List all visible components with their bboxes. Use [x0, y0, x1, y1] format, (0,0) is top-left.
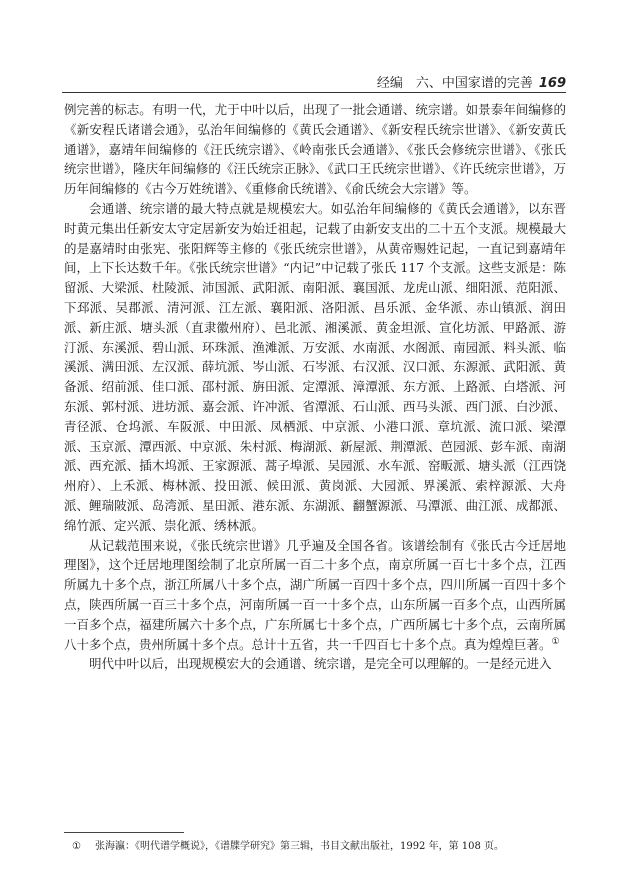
page-number: 169 — [538, 76, 566, 91]
footnote-rule — [64, 832, 184, 833]
body-text — [64, 100, 566, 674]
paragraph-4: 明代中叶以后，出现规模宏大的会通谱、统宗谱，是完全可以理解的。一是经元进入 — [89, 656, 552, 672]
paragraph-3 — [64, 536, 566, 655]
footnote-mark: ① — [72, 841, 81, 852]
running-header — [377, 72, 566, 91]
footnote-reference[interactable]: ① — [551, 636, 560, 647]
paragraph-1: 例完善的标志。有明一代，尤于中叶以后，出现了一批会通谱、统宗谱。如景泰年间编修的《新安程氏诸谱会通》，弘治年间编修的《黄氏会通谱》、《新安程氏统宗世谱》、《新安黄氏通谱》，嘉靖年间编修的《汪氏统宗谱》、《岭南张氏会通谱》、《张氏会修统宗世谱》、《张氏统宗世谱》，隆庆年间编修的《汪氏统宗正脉》、《武口王氏统宗世谱》、《许氏统宗世谱》，万历年间编修的《古今万姓统谱》、《重修俞氏统谱》、《俞氏统会大宗谱》等。 — [64, 102, 566, 197]
header-section-title: 经编 六、中国家谱的完善 — [376, 76, 533, 91]
paragraph-3-text: 从记载范围来说，《张氏统宗世谱》几乎遍及全国各省。该谱绘制有《张氏古今迁居地理图》，这个迁居地理图绘制了北京所属一百二十多个点，南京所属一百七十多个点，江西所属九十多个点，浙江所属八十多个点，湖广所属一百四十多个点，四川所属一百四十多个点，陕西所属一百三十多个点，河南所属一百一十多个点，山东所属一百多个点，山西所属一百多个点，福建所属六十多个点，广东所属七十多个点，广西所属七十多个点，云南所属八十多个点，贵州所属十多个点。总计十五省，共一千四百七十多个点。真为煌煌巨著。 — [64, 537, 566, 652]
footnote — [72, 840, 562, 854]
footnote-text: 张海瀛：《明代谱学概说》，《谱牒学研究》第三辑，书目文献出版社，1992 年，第 108 页。 — [94, 841, 505, 852]
header-rule — [62, 92, 566, 93]
paragraph-2: 会通谱、统宗谱的最大特点就是规模宏大。如弘治年间编修的《黄氏会通谱》，以东晋时黄元集出任新安太守定居新安为始迁祖起，记载了由新安支出的二十五个支派。规模最大的是嘉靖时由张宪、张阳辉等主修的《张氏统宗世谱》，从黄帝赐姓记起，一直记到嘉靖年间，上下长达数千年。《张氏统宗世谱》“内记”中记载了张氏 117 个支派。这些支派是：陈留派、大梁派、杜陵派、沛国派、武阳派、南阳派、襄国派、龙虎山派、细阳派、范阳派、下邳派、吴郡派、清河派、江左派、襄阳派、洛阳派、昌乐派、金华派、赤山镇派、润田派、新庄派、塘头派（直隶徽州府）、邑北派、湘溪派、黄金坦派、宣化坊派、甲路派、游汀派、东溪派、碧山派、环珠派、渔滩派、万安派、水南派、水阁派、南园派、料头派、临溪派、满田派、左汉派、薛坑派、岑山派、石岑派、右汉派、汉口派、东源派、武阳派、黄备派、绍前派、佳口派、邵村派、旃田派、定潭派、漳潭派、东方派、上路派、白塔派、河东派、郭村派、进坊派、嘉会派、许冲派、省潭派、石山派、西马头派、西门派、白沙派、青径派、仓坞派、车阪派、中田派、凤栖派、中京派、小港口派、章坑派、流口派、梁潭派、玉京派、潭西派、中京派、朱村派、梅湖派、新屋派、荆潭派、芭园派、彭车派、南湖派、西充派、插木坞派、王家源派、蒿子埠派、吴园派、水车派、窑畈派、塘头派（江西饶州府）、上禾派、梅林派、投田派、候田派、黄岗派、大园派、界溪派、索梓源派、大舟派、鲤瑞陂派、岛湾派、星田派、港东派、东湖派、翻蟹源派、马潭派、曲江派、成都派、绵竹派、定兴派、崇化派、绣林派。 — [64, 200, 566, 533]
